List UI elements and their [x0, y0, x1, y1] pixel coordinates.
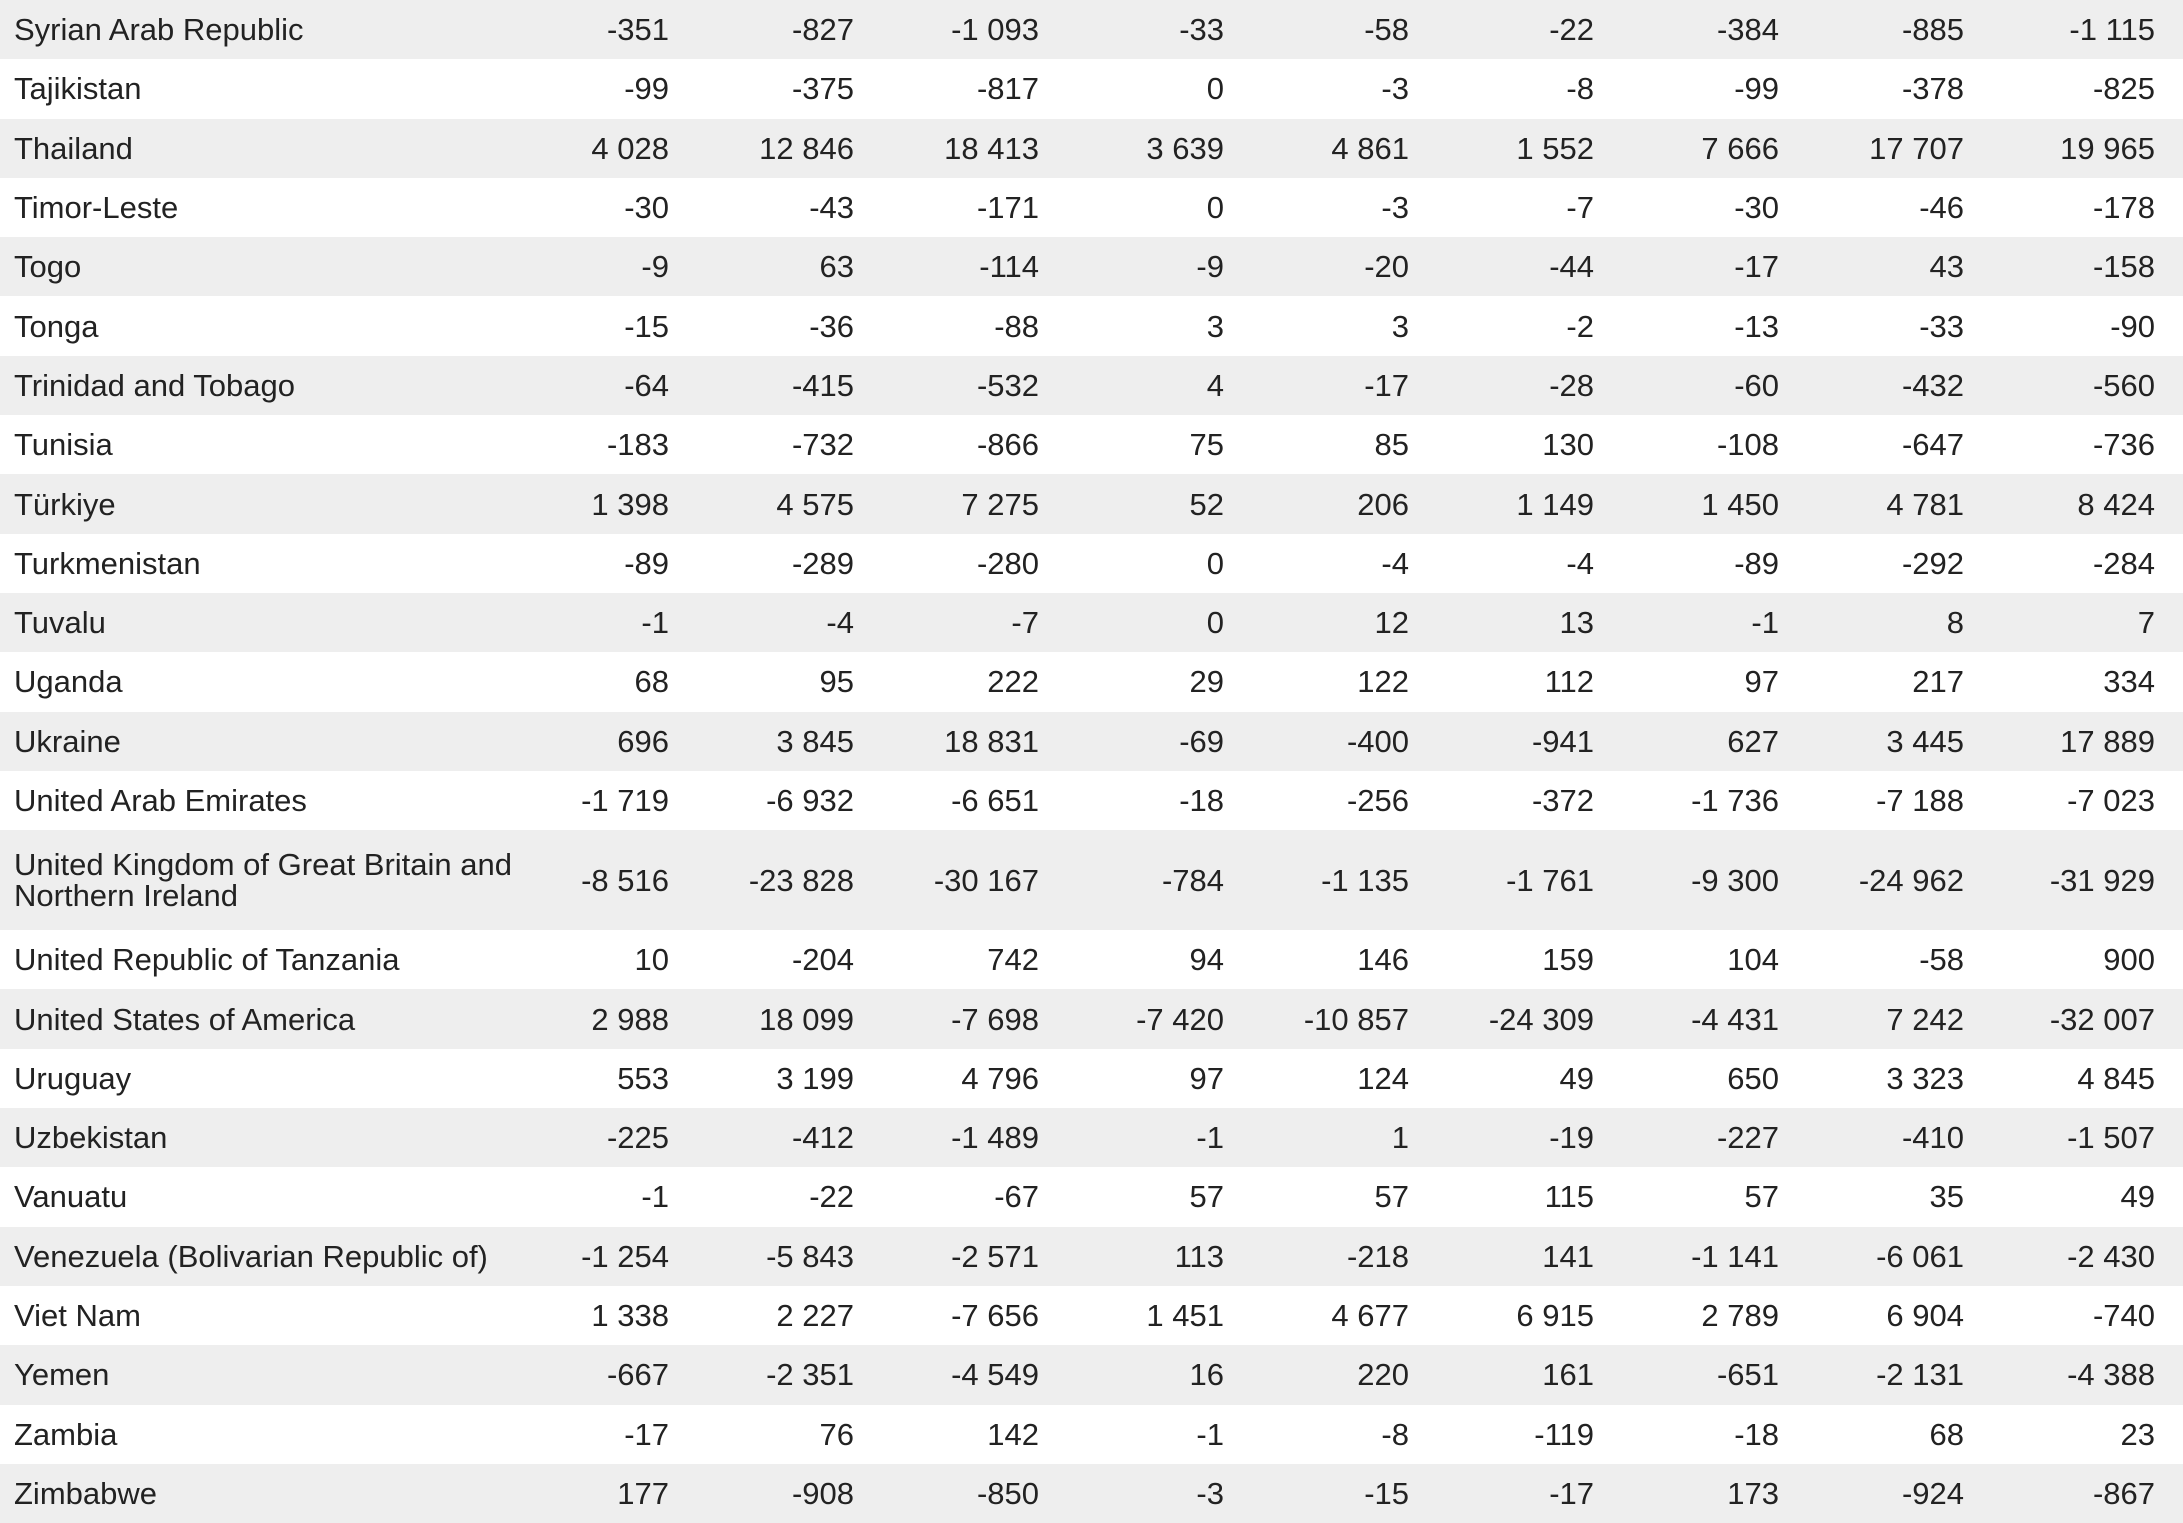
- value-cell-col-8: -410: [1815, 1108, 2000, 1167]
- value-cell-col-8: -432: [1815, 356, 2000, 415]
- value-cell-col-4: 16: [1075, 1345, 1260, 1404]
- value-cell-col-2: -204: [705, 930, 890, 989]
- value-cell-col-5: 4 677: [1260, 1286, 1445, 1345]
- country-name-cell: Yemen: [0, 1345, 520, 1404]
- value-cell-col-8: -7 188: [1815, 771, 2000, 830]
- value-cell-col-9: -2 430: [2000, 1227, 2183, 1286]
- country-name-cell: Tajikistan: [0, 59, 520, 118]
- value-cell-col-3: 222: [890, 652, 1075, 711]
- value-cell-col-4: 0: [1075, 534, 1260, 593]
- value-cell-col-9: -31 929: [2000, 830, 2183, 930]
- value-cell-col-8: 3 445: [1815, 712, 2000, 771]
- value-cell-col-6: 161: [1445, 1345, 1630, 1404]
- value-cell-col-6: 159: [1445, 930, 1630, 989]
- value-cell-col-7: -651: [1630, 1345, 1815, 1404]
- value-cell-col-8: 4 781: [1815, 474, 2000, 533]
- value-cell-col-7: 7 666: [1630, 119, 1815, 178]
- value-cell-col-2: -412: [705, 1108, 890, 1167]
- value-cell-col-1: -9: [520, 237, 705, 296]
- value-cell-col-4: -1: [1075, 1108, 1260, 1167]
- value-cell-col-1: -89: [520, 534, 705, 593]
- value-cell-col-6: -7: [1445, 178, 1630, 237]
- value-cell-col-2: -23 828: [705, 830, 890, 930]
- country-name-cell: Thailand: [0, 119, 520, 178]
- value-cell-col-6: -28: [1445, 356, 1630, 415]
- value-cell-col-9: 8 424: [2000, 474, 2183, 533]
- value-cell-col-9: -1 115: [2000, 0, 2183, 59]
- value-cell-col-1: 10: [520, 930, 705, 989]
- value-cell-col-6: 1 149: [1445, 474, 1630, 533]
- value-cell-col-9: 17 889: [2000, 712, 2183, 771]
- country-name-cell: Tonga: [0, 296, 520, 355]
- value-cell-col-3: -67: [890, 1167, 1075, 1226]
- table-row: [0, 237, 2183, 296]
- value-cell-col-5: 12: [1260, 593, 1445, 652]
- value-cell-col-2: -2 351: [705, 1345, 890, 1404]
- country-name-cell: Viet Nam: [0, 1286, 520, 1345]
- value-cell-col-6: -2: [1445, 296, 1630, 355]
- value-cell-col-3: 18 831: [890, 712, 1075, 771]
- value-cell-col-9: -158: [2000, 237, 2183, 296]
- value-cell-col-9: 4 845: [2000, 1049, 2183, 1108]
- value-cell-col-7: 2 789: [1630, 1286, 1815, 1345]
- value-cell-col-3: -7 698: [890, 989, 1075, 1048]
- table-row: [0, 771, 2183, 830]
- value-cell-col-4: 97: [1075, 1049, 1260, 1108]
- value-cell-col-5: 206: [1260, 474, 1445, 533]
- value-cell-col-6: -1 761: [1445, 830, 1630, 930]
- value-cell-col-6: 49: [1445, 1049, 1630, 1108]
- value-cell-col-5: -20: [1260, 237, 1445, 296]
- value-cell-col-6: -17: [1445, 1464, 1630, 1523]
- country-name-cell: Uzbekistan: [0, 1108, 520, 1167]
- value-cell-col-9: -7 023: [2000, 771, 2183, 830]
- value-cell-col-4: 94: [1075, 930, 1260, 989]
- table-row: [0, 830, 2183, 930]
- value-cell-col-5: -1 135: [1260, 830, 1445, 930]
- value-cell-col-7: 1 450: [1630, 474, 1815, 533]
- table-row: [0, 534, 2183, 593]
- value-cell-col-5: 3: [1260, 296, 1445, 355]
- value-cell-col-3: -88: [890, 296, 1075, 355]
- value-cell-col-7: -4 431: [1630, 989, 1815, 1048]
- value-cell-col-4: 57: [1075, 1167, 1260, 1226]
- value-cell-col-2: 4 575: [705, 474, 890, 533]
- value-cell-col-2: -4: [705, 593, 890, 652]
- value-cell-col-9: 23: [2000, 1405, 2183, 1464]
- table-row: [0, 1167, 2183, 1226]
- value-cell-col-9: -284: [2000, 534, 2183, 593]
- value-cell-col-3: -7: [890, 593, 1075, 652]
- value-cell-col-8: -378: [1815, 59, 2000, 118]
- value-cell-col-9: -32 007: [2000, 989, 2183, 1048]
- value-cell-col-7: -60: [1630, 356, 1815, 415]
- value-cell-col-8: -924: [1815, 1464, 2000, 1523]
- value-cell-col-2: -22: [705, 1167, 890, 1226]
- table-row: [0, 296, 2183, 355]
- country-name-cell: Togo: [0, 237, 520, 296]
- value-cell-col-6: -8: [1445, 59, 1630, 118]
- value-cell-col-7: 650: [1630, 1049, 1815, 1108]
- table-row: [0, 712, 2183, 771]
- value-cell-col-1: -8 516: [520, 830, 705, 930]
- value-cell-col-5: -3: [1260, 178, 1445, 237]
- value-cell-col-1: -30: [520, 178, 705, 237]
- value-cell-col-8: 3 323: [1815, 1049, 2000, 1108]
- table-row: [0, 356, 2183, 415]
- value-cell-col-9: -825: [2000, 59, 2183, 118]
- value-cell-col-4: 29: [1075, 652, 1260, 711]
- country-name-cell: Tunisia: [0, 415, 520, 474]
- value-cell-col-3: -7 656: [890, 1286, 1075, 1345]
- value-cell-col-4: -69: [1075, 712, 1260, 771]
- value-cell-col-9: 900: [2000, 930, 2183, 989]
- value-cell-col-8: -2 131: [1815, 1345, 2000, 1404]
- value-cell-col-8: 217: [1815, 652, 2000, 711]
- value-cell-col-7: -1 141: [1630, 1227, 1815, 1286]
- value-cell-col-9: 334: [2000, 652, 2183, 711]
- country-name-cell: United Republic of Tanzania: [0, 930, 520, 989]
- value-cell-col-1: 2 988: [520, 989, 705, 1048]
- value-cell-col-5: 122: [1260, 652, 1445, 711]
- value-cell-col-4: -9: [1075, 237, 1260, 296]
- value-cell-col-1: -183: [520, 415, 705, 474]
- country-name-cell: Zimbabwe: [0, 1464, 520, 1523]
- value-cell-col-1: -1 254: [520, 1227, 705, 1286]
- value-cell-col-4: 75: [1075, 415, 1260, 474]
- value-cell-col-8: -58: [1815, 930, 2000, 989]
- value-cell-col-7: -1: [1630, 593, 1815, 652]
- value-cell-col-8: 17 707: [1815, 119, 2000, 178]
- value-cell-col-1: -15: [520, 296, 705, 355]
- value-cell-col-1: 553: [520, 1049, 705, 1108]
- table-row: [0, 652, 2183, 711]
- value-cell-col-3: 18 413: [890, 119, 1075, 178]
- table-row: [0, 930, 2183, 989]
- value-cell-col-2: -375: [705, 59, 890, 118]
- value-cell-col-8: -33: [1815, 296, 2000, 355]
- value-cell-col-3: -280: [890, 534, 1075, 593]
- value-cell-col-4: 0: [1075, 178, 1260, 237]
- value-cell-col-9: 49: [2000, 1167, 2183, 1226]
- value-cell-col-3: 4 796: [890, 1049, 1075, 1108]
- value-cell-col-8: -647: [1815, 415, 2000, 474]
- table-row: [0, 1227, 2183, 1286]
- value-cell-col-2: 95: [705, 652, 890, 711]
- value-cell-col-3: 7 275: [890, 474, 1075, 533]
- value-cell-col-2: 18 099: [705, 989, 890, 1048]
- value-cell-col-9: -740: [2000, 1286, 2183, 1345]
- table-row: [0, 1286, 2183, 1345]
- value-cell-col-7: -13: [1630, 296, 1815, 355]
- table-row: [0, 119, 2183, 178]
- country-name-cell: Türkiye: [0, 474, 520, 533]
- value-cell-col-3: -866: [890, 415, 1075, 474]
- value-cell-col-4: -784: [1075, 830, 1260, 930]
- country-name-cell: Vanuatu: [0, 1167, 520, 1226]
- value-cell-col-3: -114: [890, 237, 1075, 296]
- value-cell-col-6: -24 309: [1445, 989, 1630, 1048]
- value-cell-col-5: -10 857: [1260, 989, 1445, 1048]
- value-cell-col-4: -33: [1075, 0, 1260, 59]
- country-name-cell: Tuvalu: [0, 593, 520, 652]
- country-name-cell: Ukraine: [0, 712, 520, 771]
- value-cell-col-5: 1: [1260, 1108, 1445, 1167]
- table-row: [0, 1108, 2183, 1167]
- value-cell-col-5: -8: [1260, 1405, 1445, 1464]
- value-cell-col-6: -941: [1445, 712, 1630, 771]
- value-cell-col-4: 113: [1075, 1227, 1260, 1286]
- value-cell-col-4: -7 420: [1075, 989, 1260, 1048]
- value-cell-col-4: 3: [1075, 296, 1260, 355]
- value-cell-col-6: -119: [1445, 1405, 1630, 1464]
- value-cell-col-2: -415: [705, 356, 890, 415]
- value-cell-col-5: 124: [1260, 1049, 1445, 1108]
- value-cell-col-9: -4 388: [2000, 1345, 2183, 1404]
- value-cell-col-3: -850: [890, 1464, 1075, 1523]
- value-cell-col-2: -36: [705, 296, 890, 355]
- value-cell-col-8: 8: [1815, 593, 2000, 652]
- value-cell-col-8: -292: [1815, 534, 2000, 593]
- value-cell-col-7: 104: [1630, 930, 1815, 989]
- value-cell-col-1: -1: [520, 593, 705, 652]
- value-cell-col-2: 63: [705, 237, 890, 296]
- value-cell-col-2: -5 843: [705, 1227, 890, 1286]
- value-cell-col-4: 0: [1075, 59, 1260, 118]
- value-cell-col-7: -18: [1630, 1405, 1815, 1464]
- value-cell-col-5: -15: [1260, 1464, 1445, 1523]
- value-cell-col-5: 220: [1260, 1345, 1445, 1404]
- value-cell-col-6: -4: [1445, 534, 1630, 593]
- value-cell-col-2: 76: [705, 1405, 890, 1464]
- value-cell-col-2: 3 845: [705, 712, 890, 771]
- value-cell-col-6: 112: [1445, 652, 1630, 711]
- value-cell-col-3: -171: [890, 178, 1075, 237]
- country-name-cell: Venezuela (Bolivarian Republic of): [0, 1227, 520, 1286]
- value-cell-col-5: -218: [1260, 1227, 1445, 1286]
- value-cell-col-7: -227: [1630, 1108, 1815, 1167]
- value-cell-col-4: 4: [1075, 356, 1260, 415]
- value-cell-col-3: -1 489: [890, 1108, 1075, 1167]
- value-cell-col-9: -1 507: [2000, 1108, 2183, 1167]
- value-cell-col-5: -256: [1260, 771, 1445, 830]
- value-cell-col-8: -24 962: [1815, 830, 2000, 930]
- value-cell-col-1: -351: [520, 0, 705, 59]
- value-cell-col-1: -99: [520, 59, 705, 118]
- value-cell-col-5: -58: [1260, 0, 1445, 59]
- table-row: [0, 1405, 2183, 1464]
- value-cell-col-7: -30: [1630, 178, 1815, 237]
- value-cell-col-4: 52: [1075, 474, 1260, 533]
- value-cell-col-7: 97: [1630, 652, 1815, 711]
- table-row: [0, 1464, 2183, 1523]
- value-cell-col-4: 3 639: [1075, 119, 1260, 178]
- value-cell-col-1: 4 028: [520, 119, 705, 178]
- value-cell-col-1: -225: [520, 1108, 705, 1167]
- value-cell-col-4: -3: [1075, 1464, 1260, 1523]
- value-cell-col-5: 85: [1260, 415, 1445, 474]
- value-cell-col-7: -9 300: [1630, 830, 1815, 930]
- country-name-cell: Turkmenistan: [0, 534, 520, 593]
- country-name-cell: Zambia: [0, 1405, 520, 1464]
- table-row: [0, 474, 2183, 533]
- table-row: [0, 59, 2183, 118]
- value-cell-col-7: -89: [1630, 534, 1815, 593]
- value-cell-col-8: 6 904: [1815, 1286, 2000, 1345]
- value-cell-col-7: -99: [1630, 59, 1815, 118]
- table-row: [0, 178, 2183, 237]
- value-cell-col-2: -732: [705, 415, 890, 474]
- value-cell-col-4: -18: [1075, 771, 1260, 830]
- value-cell-col-8: -6 061: [1815, 1227, 2000, 1286]
- value-cell-col-5: -3: [1260, 59, 1445, 118]
- table-row: [0, 1345, 2183, 1404]
- value-cell-col-8: 68: [1815, 1405, 2000, 1464]
- value-cell-col-6: 115: [1445, 1167, 1630, 1226]
- value-cell-col-5: 146: [1260, 930, 1445, 989]
- value-cell-col-8: 7 242: [1815, 989, 2000, 1048]
- value-cell-col-2: -6 932: [705, 771, 890, 830]
- value-cell-col-6: 130: [1445, 415, 1630, 474]
- value-cell-col-9: -178: [2000, 178, 2183, 237]
- value-cell-col-1: 696: [520, 712, 705, 771]
- value-cell-col-3: -532: [890, 356, 1075, 415]
- value-cell-col-5: 57: [1260, 1167, 1445, 1226]
- value-cell-col-3: 742: [890, 930, 1075, 989]
- value-cell-col-9: 19 965: [2000, 119, 2183, 178]
- country-name-cell: Timor-Leste: [0, 178, 520, 237]
- value-cell-col-5: -4: [1260, 534, 1445, 593]
- value-cell-col-6: 6 915: [1445, 1286, 1630, 1345]
- value-cell-col-3: -1 093: [890, 0, 1075, 59]
- value-cell-col-7: -108: [1630, 415, 1815, 474]
- value-cell-col-4: -1: [1075, 1405, 1260, 1464]
- value-cell-col-1: -17: [520, 1405, 705, 1464]
- value-cell-col-6: -372: [1445, 771, 1630, 830]
- value-cell-col-3: -4 549: [890, 1345, 1075, 1404]
- value-cell-col-1: -1 719: [520, 771, 705, 830]
- value-cell-col-6: 13: [1445, 593, 1630, 652]
- value-cell-col-2: 12 846: [705, 119, 890, 178]
- table-row: [0, 0, 2183, 59]
- value-cell-col-1: 1 398: [520, 474, 705, 533]
- value-cell-col-2: -827: [705, 0, 890, 59]
- table-row: [0, 989, 2183, 1048]
- value-cell-col-8: 35: [1815, 1167, 2000, 1226]
- value-cell-col-2: -289: [705, 534, 890, 593]
- value-cell-col-6: 141: [1445, 1227, 1630, 1286]
- value-cell-col-7: 627: [1630, 712, 1815, 771]
- value-cell-col-1: 177: [520, 1464, 705, 1523]
- value-cell-col-4: 1 451: [1075, 1286, 1260, 1345]
- value-cell-col-6: -22: [1445, 0, 1630, 59]
- value-cell-col-3: -817: [890, 59, 1075, 118]
- value-cell-col-8: -46: [1815, 178, 2000, 237]
- country-name-cell: United Kingdom of Great Britain and Northern Ireland: [0, 830, 520, 930]
- value-cell-col-4: 0: [1075, 593, 1260, 652]
- value-cell-col-6: -44: [1445, 237, 1630, 296]
- table-row: [0, 593, 2183, 652]
- value-cell-col-9: -736: [2000, 415, 2183, 474]
- table-row: [0, 1049, 2183, 1108]
- value-cell-col-9: -867: [2000, 1464, 2183, 1523]
- value-cell-col-8: 43: [1815, 237, 2000, 296]
- value-cell-col-5: -400: [1260, 712, 1445, 771]
- value-cell-col-1: 68: [520, 652, 705, 711]
- value-cell-col-7: 57: [1630, 1167, 1815, 1226]
- value-cell-col-1: -1: [520, 1167, 705, 1226]
- value-cell-col-1: -64: [520, 356, 705, 415]
- value-cell-col-5: 4 861: [1260, 119, 1445, 178]
- value-cell-col-9: 7: [2000, 593, 2183, 652]
- value-cell-col-2: -908: [705, 1464, 890, 1523]
- country-name-cell: United Arab Emirates: [0, 771, 520, 830]
- value-cell-col-1: 1 338: [520, 1286, 705, 1345]
- country-name-cell: Trinidad and Tobago: [0, 356, 520, 415]
- value-cell-col-6: 1 552: [1445, 119, 1630, 178]
- country-name-cell: United States of America: [0, 989, 520, 1048]
- country-name-cell: Uganda: [0, 652, 520, 711]
- value-cell-col-7: -1 736: [1630, 771, 1815, 830]
- value-cell-col-7: -17: [1630, 237, 1815, 296]
- value-cell-col-3: -30 167: [890, 830, 1075, 930]
- country-name-cell: Uruguay: [0, 1049, 520, 1108]
- value-cell-col-9: -90: [2000, 296, 2183, 355]
- value-cell-col-2: 2 227: [705, 1286, 890, 1345]
- value-cell-col-5: -17: [1260, 356, 1445, 415]
- value-cell-col-1: -667: [520, 1345, 705, 1404]
- value-cell-col-7: -384: [1630, 0, 1815, 59]
- table-row: [0, 415, 2183, 474]
- value-cell-col-7: 173: [1630, 1464, 1815, 1523]
- value-cell-col-6: -19: [1445, 1108, 1630, 1167]
- value-cell-col-3: -6 651: [890, 771, 1075, 830]
- value-cell-col-2: -43: [705, 178, 890, 237]
- country-name-cell: Syrian Arab Republic: [0, 0, 520, 59]
- value-cell-col-3: 142: [890, 1405, 1075, 1464]
- value-cell-col-3: -2 571: [890, 1227, 1075, 1286]
- value-cell-col-8: -885: [1815, 0, 2000, 59]
- value-cell-col-2: 3 199: [705, 1049, 890, 1108]
- value-cell-col-9: -560: [2000, 356, 2183, 415]
